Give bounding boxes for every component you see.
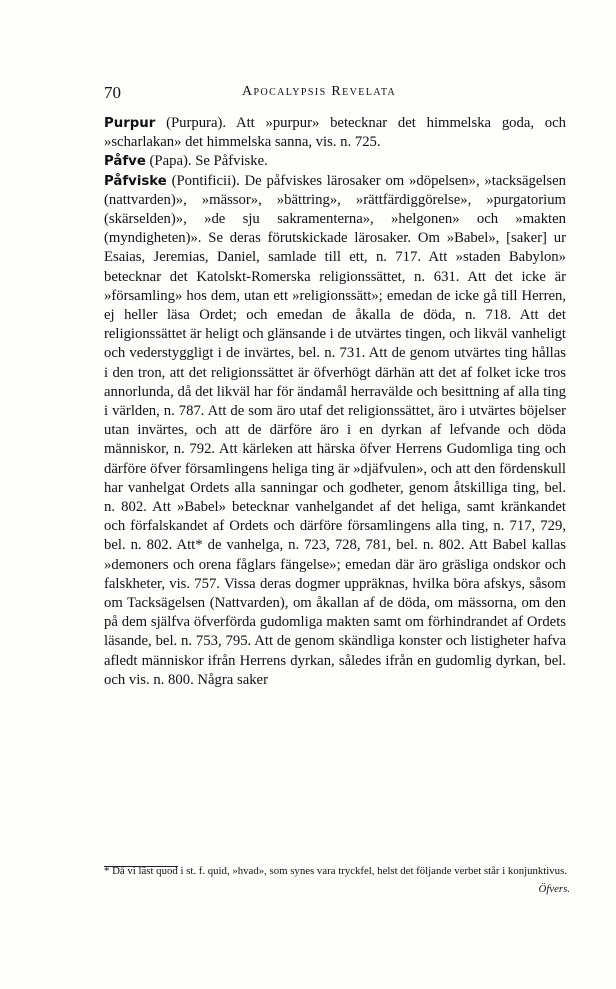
index-text — [104, 114, 566, 690]
entry-body: (Pontificii). De påfviskes lärosaker om »döpelsen», »tacksägelsen (nattvarden)», »mässor», »bättring», »rättfärdiggörelse», »purgatorium (skärselden)», »de sju sakramenterna», »helgonen» och »makten (myndigheten)». Se deras förutskickade lärosaker. Om »Babel», [saker] ur Esaias, Jeremias, Daniel, samlade till ett, n. 717. Att »staden Babylon» betecknar det Katolskt-Romerska religionssättet, n. 631. Att det icke är »församling» hos dem, utan ett »religionssätt»; emedan de icke gå till Herren, ej heller läsa Ordet; och emedan de åkalla de döda, n. 718. Att det religionssättet är heligt och glänsande i de utvärtes tingen, och likväl vanheligt och vederstyggligt i de invärtes, bel. n. 731. Att de genom utvärtes ting hållas i den tron, att det religionssättet är öfverhögt därhän att det af folket icke tros annorlunda, då det likväl har för ändamål herravälde och besittning af alla ting i världen, n. 787. Att de som äro utaf det religionssättet, äro i utvärtes böjelser utan invärtes, och att de därföre äro i en dyrkan af lefvande och döda människor, n. 792. Att kärleken att härska öfver Herrens Gudomliga ting och därföre öfver församlingens heliga ting är »djäfvulen», och att den fördenskull har vanhelgat Ordets alla sanningar och godheter, genom åtskilliga ting, bel. n. 802. Att »Babel» betecknar vanhelgandet af det heliga, samt kränkandet och förfalskandet af Ordets och därföre församlingens alla ting, n. 717, 729, bel. n. 802. Att* de vanhelga, n. 723, 728, 781, bel. n. 802. Att Babel kallas »demoners och orena fåglars fängelse»; emedan där äro gräsliga ondskor och falskheter, vis. 757. Vissa deras dogmer uppräknas, hvilka böra afskys, såsom om Tacksägelsen (Nattvarden), om åkallan af de döda, om mässorna, om den på dem själfva öfverförda gudomliga makten samt om förhindrandet af Ordets läsande, bel. n. 753, 795. Att de genom skändliga konster och listigheter hafva afledt människor ifrån Herrens dyrkan, således ifrån en gudomlig dyrkan, bel. och vis. n. 800. Några saker — [104, 172, 566, 688]
entry-body: (Purpura). Att »purpur» betecknar det himmelska goda, och »scharlakan» det himmelska sanna, vis. n. 725. — [104, 115, 567, 151]
entry-headword: Påfviske — [104, 173, 167, 189]
index-entry — [104, 114, 566, 152]
page-number: 70 — [104, 83, 121, 102]
entry-body: (Papa). Se Påfviske. — [149, 153, 268, 170]
page-header — [0, 83, 616, 107]
index-entry — [104, 172, 566, 690]
running-title: Apocalypsis Revelata — [242, 84, 397, 99]
footnote-signature: Öfvers. — [538, 882, 570, 895]
footnote-text: * Då vi läst quod i st. f. quid, »hvad», som synes vara tryckfel, helst det följande verbet står i konjunktivus. — [104, 865, 567, 877]
index-entry — [104, 152, 566, 171]
entry-headword: Purpur — [104, 116, 156, 131]
footnote — [104, 863, 570, 898]
entry-headword: Påfve — [104, 154, 146, 170]
